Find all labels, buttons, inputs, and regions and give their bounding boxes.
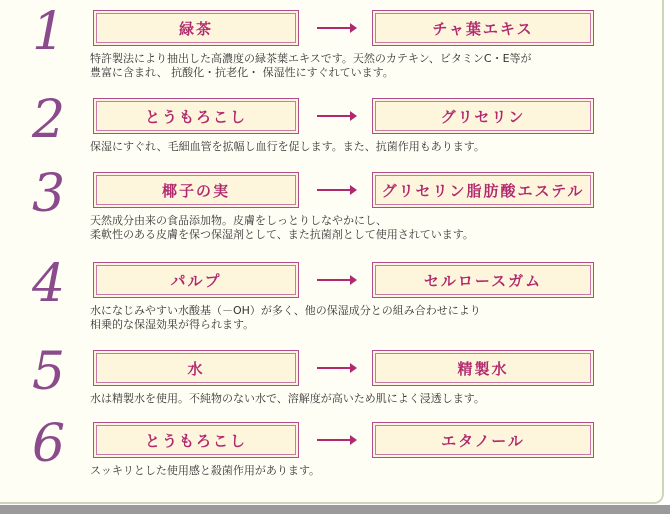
step-number: 5 <box>32 342 66 402</box>
source-ingredient-box: パルプ <box>93 262 299 298</box>
step-description: 保湿にすぐれ、毛細血管を拡幅し血行を促します。また、抗菌作用もあります。 <box>90 140 485 153</box>
ingredient-name-box: セルロースガム <box>372 262 594 298</box>
ingredient-name-box: 精製水 <box>372 350 594 386</box>
step-description: 水は精製水を使用。不純物のない水で、溶解度が高いため肌によく浸透します。 <box>90 392 485 405</box>
ingredient-name-box: グリセリン脂肪酸エステル <box>372 172 594 208</box>
source-ingredient-box: 椰子の実 <box>93 172 299 208</box>
step-number: 6 <box>32 414 66 474</box>
ingredient-name-box: エタノール <box>372 422 594 458</box>
step-description: 水になじみやすい水酸基（－OH）が多く、他の保湿成分との組み合わせにより 相乗的な保湿効果が得られます。 <box>90 304 481 331</box>
arrow-right-icon <box>317 189 355 191</box>
step-number: 3 <box>32 164 66 224</box>
step-description: 特許製法により抽出した高濃度の緑茶葉エキスです。天然のカテキン、ビタミンC・E等が 豊富に含まれ、 抗酸化・抗老化・ 保湿性にすぐれています。 <box>90 52 532 79</box>
step-number: 4 <box>32 254 66 314</box>
arrow-right-icon <box>317 367 355 369</box>
step-number: 2 <box>32 90 66 150</box>
arrow-right-icon <box>317 279 355 281</box>
arrow-right-icon <box>317 439 355 441</box>
step-description: スッキリとした使用感と殺菌作用があります。 <box>90 464 321 477</box>
source-ingredient-box: とうもろこし <box>93 98 299 134</box>
arrow-right-icon <box>317 115 355 117</box>
ingredient-name-box: グリセリン <box>372 98 594 134</box>
ingredient-name-box: チャ葉エキス <box>372 10 594 46</box>
window-bottom-edge <box>0 505 670 514</box>
step-description: 天然成分由来の食品添加物。皮膚をしっとりしなやかにし、 柔軟性のある皮膚を保つ保湿剤として、また抗菌剤として使用されています。 <box>90 214 474 241</box>
arrow-right-icon <box>317 27 355 29</box>
source-ingredient-box: とうもろこし <box>93 422 299 458</box>
source-ingredient-box: 緑茶 <box>93 10 299 46</box>
source-ingredient-box: 水 <box>93 350 299 386</box>
step-number: 1 <box>32 2 66 62</box>
